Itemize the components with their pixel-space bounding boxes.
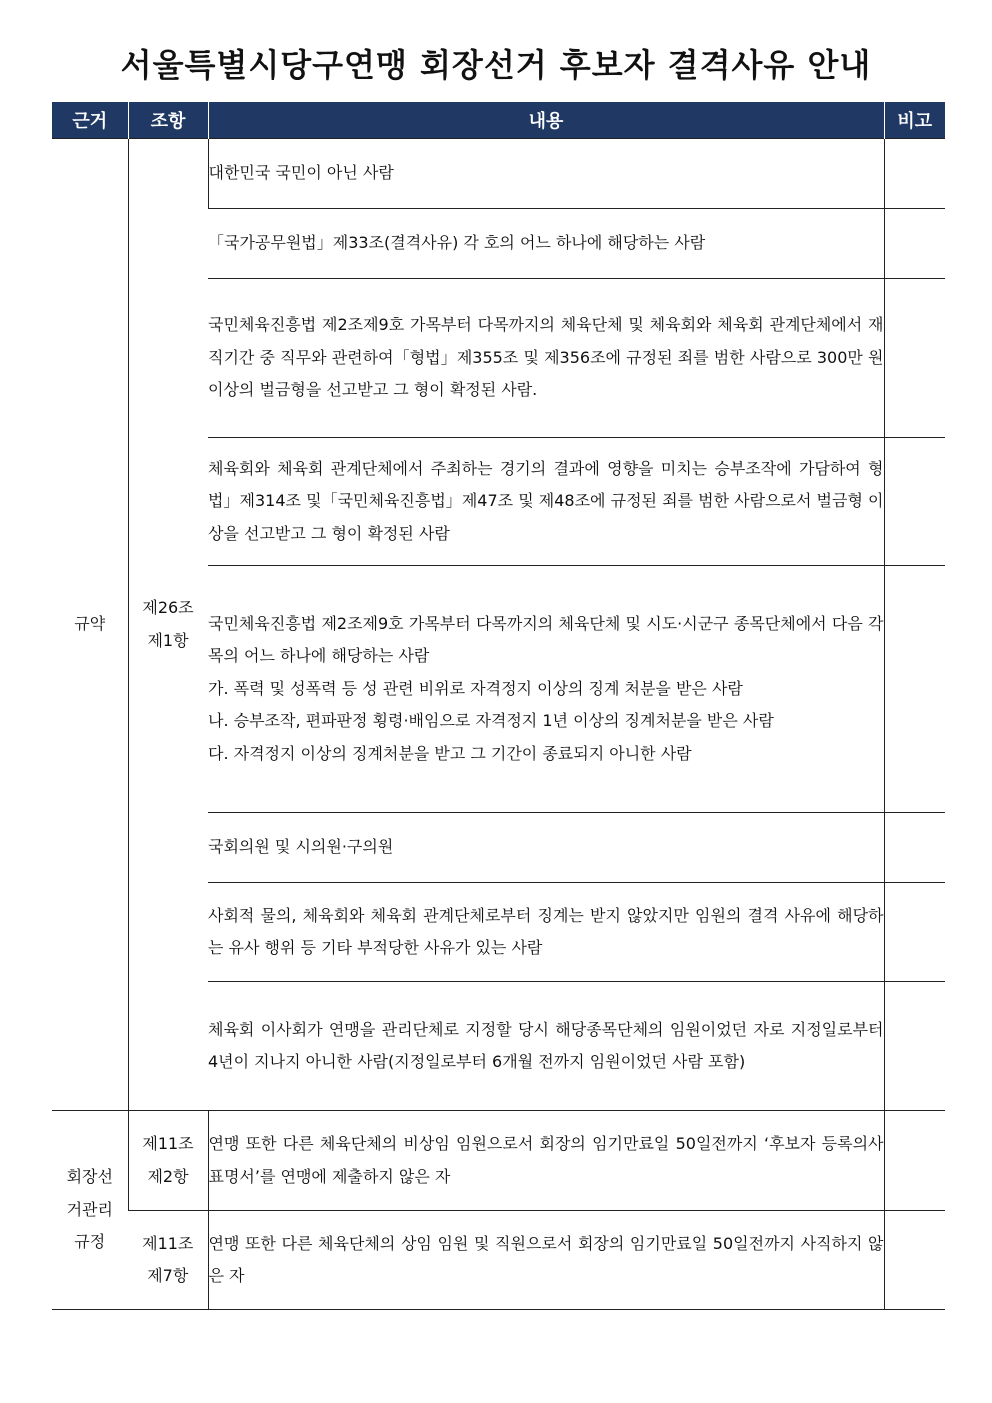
header-note: 비고: [884, 102, 945, 139]
content-cell: [208, 1111, 884, 1211]
page-title: 서울특별시당구연맹 회장선거 후보자 결격사유 안내: [120, 46, 872, 84]
content-cell: [208, 813, 884, 883]
disqualification-table: [52, 102, 945, 1310]
clause-article: 제11조: [142, 1233, 194, 1253]
content-text: 연맹 또한 다른 체육단체의 상임 임원 및 직원으로서 회장의 임기만료일 50일전까지 사직하지 않은 자: [208, 1233, 884, 1285]
basis-label-line1: 회장선: [66, 1167, 113, 1187]
table-header-row: [52, 102, 945, 139]
note-cell: [884, 139, 945, 209]
content-text: 국민체육진흥법 제2조제9호 가목부터 다목까지의 체육단체 및 체육회와 체육회 관계단체에서 재직기간 중 직무와 관련하여「형법」제355조 및 제356조에 규정된 죄를 범한 사람으로 300만 원 이상의 벌금형을 선고받고 그 형이 확정된 사람.: [208, 315, 884, 400]
content-item-ga: 가. 폭력 및 성폭력 등 성 관련 비위로 자격정지 이상의 징계 처분을 받은 사람: [208, 678, 743, 698]
content-item-na: 나. 승부조작, 편파판정 횡령·배임으로 자격정지 1년 이상의 징계처분을 받은 사람: [208, 711, 774, 731]
content-text: 연맹 또한 다른 체육단체의 비상임 임원으로서 회장의 임기만료일 50일전까지 ‘후보자 등록의사 표명서’를 연맹에 제출하지 않은 자: [208, 1134, 884, 1186]
clause-paragraph: 제1항: [147, 630, 189, 650]
content-text: 국민체육진흥법 제2조제9호 가목부터 다목까지의 체육단체 및 시도·시군구 종목단체에서 다음 각 목의 어느 하나에 해당하는 사람: [208, 613, 884, 666]
content-cell: [208, 566, 884, 813]
content-cell: [208, 139, 884, 209]
header-basis: 근거: [52, 102, 128, 139]
table-row: [52, 1211, 945, 1310]
clause-cell: [128, 1211, 208, 1310]
basis-cell: [52, 139, 128, 1111]
content-cell: [208, 1211, 884, 1310]
clause-paragraph: 제7항: [147, 1266, 189, 1285]
note-cell: [884, 209, 945, 279]
note-cell: [884, 883, 945, 982]
note-cell: [884, 566, 945, 813]
basis-label-line2: 거관리: [66, 1199, 113, 1219]
header-content: 내용: [208, 102, 884, 139]
header-clause: 조항: [128, 102, 208, 139]
content-text: 대한민국 국민이 아닌 사람: [208, 163, 394, 183]
note-cell: [884, 438, 945, 566]
note-cell: [884, 982, 945, 1111]
note-cell: [884, 813, 945, 883]
note-cell: [884, 1111, 945, 1211]
basis-label: 규약: [74, 614, 106, 634]
content-text: 사회적 물의, 체육회와 체육회 관계단체로부터 징계는 받지 않았지만 임원의 결격 사유에 해당하는 유사 행위 등 기타 부적당한 사유가 있는 사람: [208, 905, 884, 957]
content-cell: [208, 438, 884, 566]
content-item-da: 다. 자격정지 이상의 징계처분을 받고 그 기간이 종료되지 아니한 사람: [208, 743, 692, 763]
content-cell: [208, 279, 884, 438]
clause-cell: [128, 139, 208, 1111]
content-text: 체육회 이사회가 연맹을 관리단체로 지정할 당시 해당종목단체의 임원이었던 자로 지정일로부터 4년이 지나지 아니한 사람(지정일로부터 6개월 전까지 임원이었던 사람 포함): [208, 1019, 884, 1071]
content-cell: [208, 982, 884, 1111]
content-text: 국회의원 및 시의원·구의원: [208, 837, 394, 857]
content-text: 체육회와 체육회 관계단체에서 주최하는 경기의 결과에 영향을 미치는 승부조작에 가담하여 형법」제314조 및「국민체육진흥법」제47조 및 제48조에 규정된 죄를 범한 사람으로서 벌금형 이상을 선고받고 그 형이 확정된 사람: [208, 458, 884, 543]
content-cell: [208, 883, 884, 982]
basis-cell: [52, 1111, 128, 1310]
table-row: [52, 139, 945, 209]
note-cell: [884, 279, 945, 438]
content-text: 「국가공무원법」제33조(결격사유) 각 호의 어느 하나에 해당하는 사람: [208, 233, 706, 253]
clause-cell: [128, 1111, 208, 1211]
note-cell: [884, 1211, 945, 1310]
clause-paragraph: 제2항: [147, 1166, 189, 1186]
table-row: [52, 1111, 945, 1211]
clause-article: 제26조: [142, 598, 194, 617]
clause-article: 제11조: [142, 1134, 194, 1153]
basis-label-line3: 규정: [74, 1232, 106, 1252]
content-cell: [208, 209, 884, 279]
